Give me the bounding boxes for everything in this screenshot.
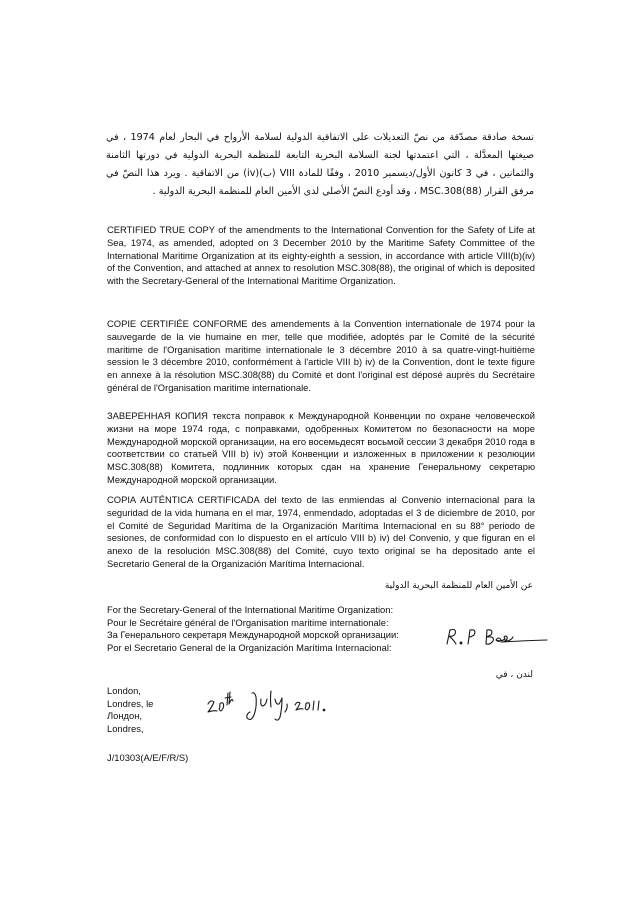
french-certification-paragraph: COPIE CERTIFIÉE CONFORME des amendements à la Convention internationale de 1974 pour la sauvegarde de la vie humaine en mer, telle que modifiée, adoptés par le Comité de la sécurité maritime de l'Organisation maritime internationale le 3 décembre 2010 à sa quatre-vingt-huitième session le 3 décembre 2010, conformément à l'article VIII b) iv) de la Convention, dont le texte figure en annexe à la résolution MSC.308(88) du Comité et dont l'original est déposé auprès du Secrétaire général de l'Organisation maritime internationale.	[107, 318, 535, 393]
place-lines	[107, 685, 153, 735]
place-line-english: London,	[107, 685, 141, 696]
secretary-general-lines	[107, 604, 399, 654]
place-line-spanish: Londres,	[107, 722, 144, 734]
arabic-london-on: لندن ، في	[495, 670, 533, 680]
secretary-line-russian: За Генерального секретаря Международной морской организации:	[107, 629, 399, 641]
place-line-russian: Лондон,	[107, 710, 143, 722]
english-certification-paragraph: CERTIFIED TRUE COPY of the amendments to the International Convention for the Safety of Life at Sea, 1974, as amended, adopted on 3 December 2010 by the Maritime Safety Committee of the International Maritime Organization at its eighty-eighth a session, in accordance with article VIII(b)(iv) of the Convention, and attached at annex to resolution MSC.308(88), the original of which is deposited with the Secretary-General of the International Maritime Organization.	[107, 224, 535, 287]
russian-certification-paragraph: ЗАВЕРЕННАЯ КОПИЯ текста поправок к Международной Конвенции по охране человеческой жизни на море 1974 года, с поправками, одобренных Комитетом по безопасности на море Международной морской организации, на его восемьдесят восьмой сессии 3 декабря 2010 года в соответствии со статьей VIII b) iv) этой Конвенции и изложенных в приложении к резолюции MSC.308(88) Комитета, подлинник которых сдан на хранение Генеральному секретарю Международной морской организации.	[107, 410, 535, 485]
arabic-for-secretary-general: عن الأمين العام للمنظمة البحرية الدولية	[384, 581, 533, 591]
arabic-certification-paragraph: نسخة صادقة مصدّقة من نصّ التعديلات على الاتفاقية الدولية لسلامة الأرواح في البحار لعام 1974 ، في صيغتها المعدَّلة ، التي اعتمدتها لجنة السلامة البحرية التابعة للمنظمة البحرية الدولية في دورتها الثامنة والثمانين ، في 3 كانون الأول/ديسمبر 2010 ، وفقًا للمادة VIII (ب)(iv) من الاتفاقية . ويرد هذا النصّ في مرفق القرار MSC.308(88) ، وقد أودع النصّ الأصلي لدى الأمين العام للمنظمة البحرية الدولية .	[106, 132, 534, 197]
place-line-french: Londres, le	[107, 697, 154, 709]
handwritten-signature	[443, 622, 548, 650]
secretary-line-english: For the Secretary-General of the International Maritime Organization:	[107, 604, 394, 615]
handwritten-date	[205, 689, 335, 725]
secretary-line-french: Pour le Secrétaire général de l'Organisation maritime internationale:	[107, 616, 389, 628]
document-reference-number: J/10303(A/E/F/R/S)	[107, 752, 189, 763]
secretary-line-spanish: Por el Secretario General de la Organización Marítima Internacional:	[107, 641, 392, 653]
spanish-certification-paragraph: COPIA AUTÉNTICA CERTIFICADA del texto de las enmiendas al Convenio internacional para la seguridad de la vida humana en el mar, 1974, enmendado, adoptadas el 3 de diciembre de 2010, por el Comité de Seguridad Marítima de la Organización Marítima Internacional en su 88° periodo de sesiones, de conformidad con lo dispuesto en el artículo VIII b) iv) del Convenio, y que figuran en el anexo de la resolución MSC.308(88) del Comité, cuyo texto original se ha depositado ante el Secretario General de la Organización Marítima Internacional.	[107, 494, 535, 569]
